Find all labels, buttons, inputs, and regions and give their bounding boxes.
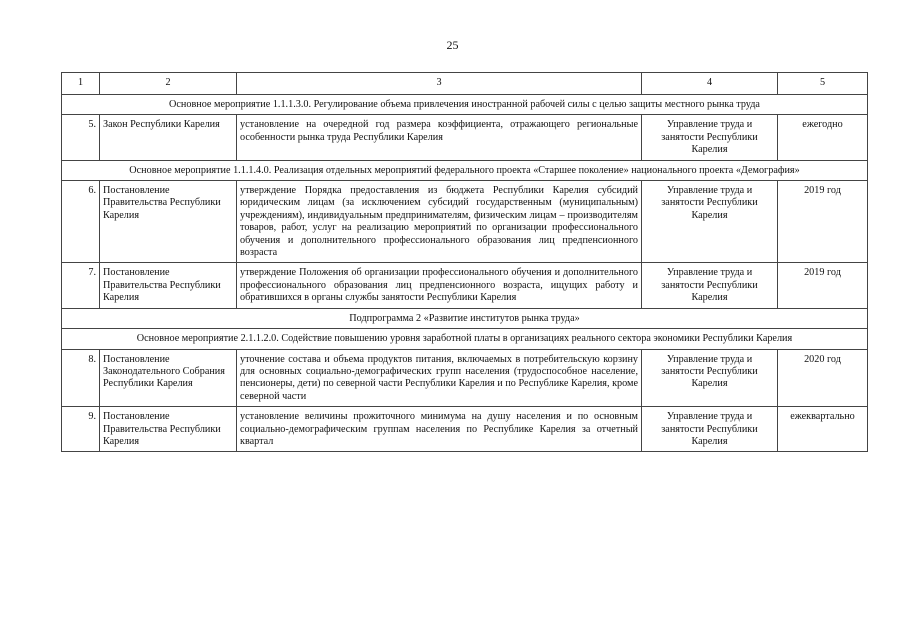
table-row	[62, 349, 868, 407]
row-number: 6.	[62, 181, 100, 263]
table-row	[62, 115, 868, 160]
row-number: 9.	[62, 407, 100, 452]
row-document-type: Постановление Правительства Республики Карелия	[100, 181, 237, 263]
row-content: утверждение Порядка предоставления из бюджета Республики Карелия субсидий юридическим лицам (за исключением субсидий государственным (муниципальным) учреждениям), индивидуальным предпринимателям, физическим лицам – производителям товаров, работ, услуг на реализацию мероприятий по организации профессионального обучения и дополнительного профессионального образования лиц предпенсионного возраста	[237, 181, 642, 263]
row-document-type: Постановление Правительства Республики Карелия	[100, 407, 237, 452]
row-content: уточнение состава и объема продуктов питания, включаемых в потребительскую корзину для основных социально-демографических групп населения (трудоспособное население, пенсионеры, дети) по северной части Республики Карелия и по Республике Карелия, кроме северной части	[237, 349, 642, 407]
header-col-1: 1	[62, 73, 100, 95]
row-term: 2019 год	[778, 181, 868, 263]
row-number: 8.	[62, 349, 100, 407]
row-number: 5.	[62, 115, 100, 160]
row-executor: Управление труда и занятости Республики Карелия	[642, 349, 778, 407]
row-content: утверждение Положения об организации профессионального обучения и дополнительного профессионального образования лиц предпенсионного возраста, ищущих работу и обратившихся в органы службы занятости Республики Карелия	[237, 263, 642, 308]
header-col-2: 2	[100, 73, 237, 95]
table-row	[62, 181, 868, 263]
measures-table	[61, 72, 868, 452]
row-term: 2019 год	[778, 263, 868, 308]
row-number: 7.	[62, 263, 100, 308]
section-title: Основное мероприятие 1.1.1.4.0. Реализация отдельных мероприятий федерального проекта «Старшее поколение» национального проекта «Демография»	[62, 160, 868, 180]
row-document-type: Постановление Правительства Республики Карелия	[100, 263, 237, 308]
table-row	[62, 407, 868, 452]
section-row	[62, 160, 868, 180]
row-document-type: Постановление Законодательного Собрания Республики Карелия	[100, 349, 237, 407]
section-title: Основное мероприятие 2.1.1.2.0. Содействие повышению уровня заработной платы в организациях реального сектора экономики Республики Карелия	[62, 329, 868, 349]
section-row	[62, 95, 868, 115]
row-term: ежеквартально	[778, 407, 868, 452]
header-col-4: 4	[642, 73, 778, 95]
page-number: 25	[446, 38, 459, 52]
row-content: установление на очередной год размера коэффициента, отражающего региональные особенности рынка труда Республики Карелия	[237, 115, 642, 160]
row-executor: Управление труда и занятости Республики Карелия	[642, 407, 778, 452]
header-col-3: 3	[237, 73, 642, 95]
row-document-type: Закон Республики Карелия	[100, 115, 237, 160]
row-content: установление величины прожиточного минимума на душу населения и по основным социально-демографическим группам населения по Республике Карелия за отчетный квартал	[237, 407, 642, 452]
row-executor: Управление труда и занятости Республики Карелия	[642, 263, 778, 308]
header-row	[62, 73, 868, 95]
table-row	[62, 263, 868, 308]
row-executor: Управление труда и занятости Республики Карелия	[642, 115, 778, 160]
subprogram-title: Подпрограмма 2 «Развитие институтов рынка труда»	[62, 308, 868, 328]
row-executor: Управление труда и занятости Республики Карелия	[642, 181, 778, 263]
section-row	[62, 329, 868, 349]
row-term: ежегодно	[778, 115, 868, 160]
header-col-5: 5	[778, 73, 868, 95]
row-term: 2020 год	[778, 349, 868, 407]
section-title: Основное мероприятие 1.1.1.3.0. Регулирование объема привлечения иностранной рабочей силы с целью защиты местного рынка труда	[62, 95, 868, 115]
subprogram-row	[62, 308, 868, 328]
